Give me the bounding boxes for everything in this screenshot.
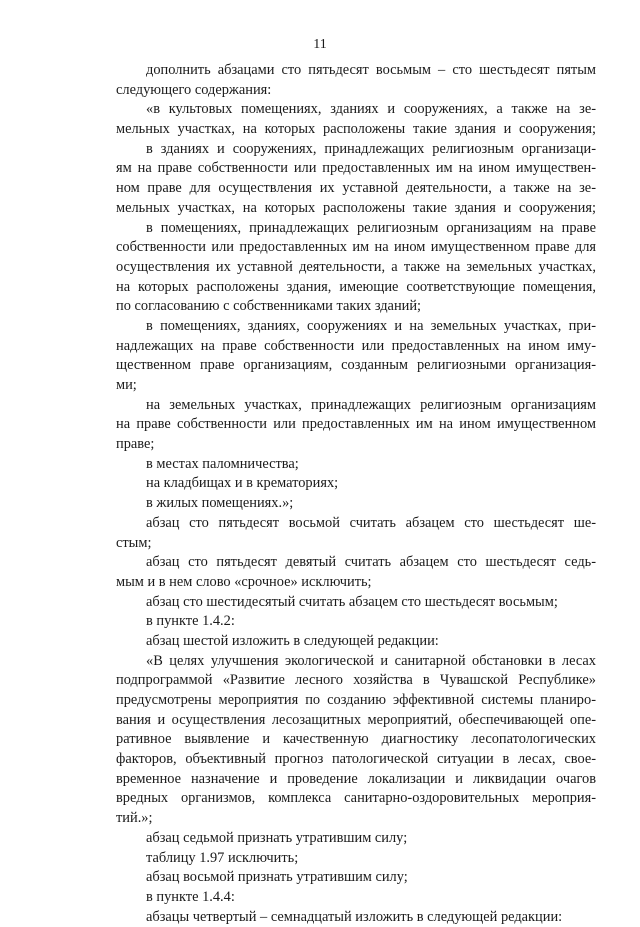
text-line: факторов, объективный прогноз патологической ситуации в лесах, свое- bbox=[116, 751, 596, 768]
text-line: осуществления их уставной деятельности, а также на земельных участках, bbox=[116, 258, 596, 275]
text-line: мельных участках, на которых расположены такие здания и сооружения; bbox=[116, 199, 596, 216]
text-line: щественном праве организациям, созданным религиозными организация- bbox=[116, 357, 596, 374]
text-line: вредных организмов, комплекса санитарно-оздоровительных мероприя- bbox=[116, 790, 596, 807]
text-line: на праве собственности или предоставленных им на ином имущественном bbox=[116, 416, 596, 433]
text-line: абзац восьмой признать утратившим силу; bbox=[146, 869, 408, 886]
text-line: следующего содержания: bbox=[116, 81, 272, 98]
text-line: предусмотрены мероприятия по созданию эффективной системы планиро- bbox=[116, 692, 596, 708]
text-line: на которых расположены здания, имеющие соответствующие помещения, bbox=[116, 278, 596, 295]
text-line: дополнить абзацами сто пятьдесят восьмым – сто шестьдесят пятым bbox=[146, 62, 596, 78]
text-line: по согласованию с собственниками таких зданий; bbox=[116, 298, 422, 315]
text-line: абзац сто пятьдесят девятый считать абзацем сто шестьдесят седь- bbox=[146, 554, 596, 571]
text-line: в помещениях, зданиях, сооружениях и на земельных участках, при- bbox=[146, 317, 596, 334]
text-line: абзац шестой изложить в следующей редакции: bbox=[146, 632, 439, 649]
text-line: на земельных участках, принадлежащих религиозным организациям bbox=[146, 396, 596, 413]
text-line: мельных участках, на которых расположены такие здания и сооружения; bbox=[116, 121, 596, 138]
text-line: ном праве для осуществления их уставной деятельности, а также на зе- bbox=[116, 180, 596, 197]
text-line: ративное выявление и качественную диагностику лесопатологических bbox=[116, 731, 596, 748]
text-line: таблицу 1.97 исключить; bbox=[146, 849, 299, 866]
text-line: абзац сто пятьдесят восьмой считать абзацем сто шестьдесят ше- bbox=[146, 514, 596, 531]
text-line: «В целях улучшения экологической и санитарной обстановки в лесах bbox=[146, 652, 596, 669]
text-line: надлежащих на праве собственности или предоставленных на ином иму- bbox=[116, 337, 596, 354]
text-line: собственности или предоставленных им на ином имущественном праве для bbox=[116, 239, 596, 256]
text-line: ми; bbox=[116, 377, 137, 393]
text-line: «в культовых помещениях, зданиях и сооружениях, а также на зе- bbox=[146, 101, 596, 118]
text-line: абзацы четвертый – семнадцатый изложить в следующей редакции: bbox=[146, 908, 563, 925]
text-line: абзац сто шестидесятый считать абзацем сто шестьдесят восьмым; bbox=[146, 593, 558, 610]
text-line: вания и осуществления лесозащитных мероприятий, обеспечивающей опе- bbox=[116, 711, 596, 728]
text-line: в помещениях, принадлежащих религиозным организациям на праве bbox=[146, 219, 596, 236]
text-line: на кладбищах и в крематориях; bbox=[146, 475, 339, 492]
text-line: подпрограммой «Развитие лесного хозяйства в Чувашской Республике» bbox=[116, 672, 596, 689]
text-line: в жилых помещениях.»; bbox=[146, 495, 294, 512]
document-body bbox=[116, 61, 596, 927]
text-line: тий.»; bbox=[116, 810, 153, 827]
text-line: временное назначение и проведение локализации и ликвидации очагов bbox=[116, 770, 596, 787]
text-line: стым; bbox=[116, 534, 152, 551]
text-line: ям на праве собственности или предоставленных им на ином имуществен- bbox=[116, 160, 596, 177]
text-line: мым и в нем слово «срочное» исключить; bbox=[116, 573, 372, 590]
text-line: абзац седьмой признать утратившим силу; bbox=[146, 829, 408, 846]
text-line: в зданиях и сооружениях, принадлежащих религиозным организаци- bbox=[146, 140, 596, 157]
text-line: в пункте 1.4.2: bbox=[146, 613, 235, 630]
text-line: в пункте 1.4.4: bbox=[146, 888, 235, 905]
page-number: 11 bbox=[313, 37, 327, 52]
text-line: в местах паломничества; bbox=[146, 455, 299, 472]
text-line: праве; bbox=[116, 436, 155, 453]
